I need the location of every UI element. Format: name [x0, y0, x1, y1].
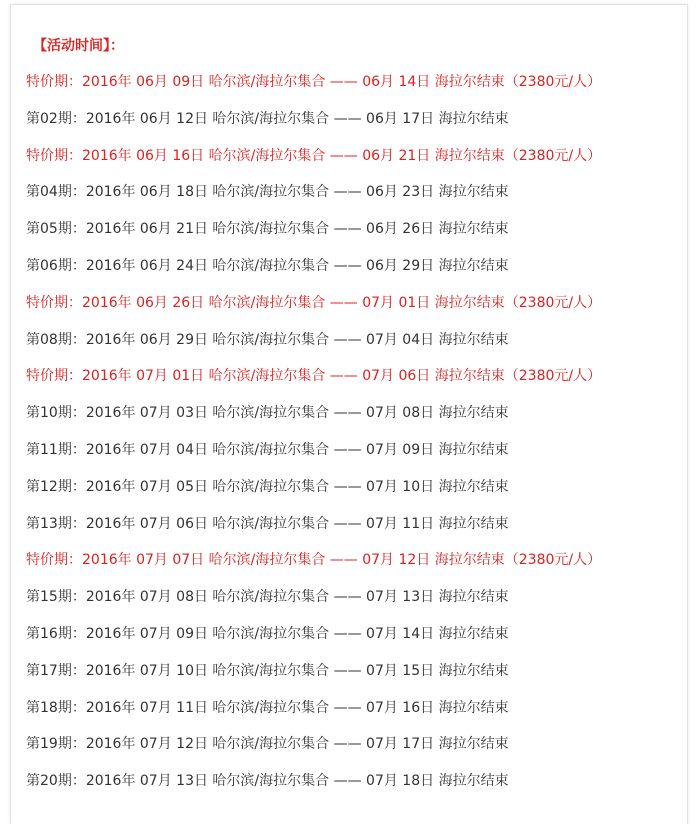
schedule-list: [26, 72, 601, 808]
schedule-row: 第08期：2016年 06月 29日 哈尔滨/海拉尔集合 —— 07月 04日 海拉尔结束: [26, 331, 509, 348]
schedule-row: 第11期：2016年 07月 04日 哈尔滨/海拉尔集合 —— 07月 09日 海拉尔结束: [26, 441, 509, 458]
schedule-row: 第15期：2016年 07月 08日 哈尔滨/海拉尔集合 —— 07月 13日 海拉尔结束: [26, 589, 509, 606]
schedule-row-special: 特价期：2016年 06月 09日 哈尔滨/海拉尔集合 —— 06月 14日 海拉尔结束（2380元/人）: [26, 74, 602, 90]
schedule-row: 第17期：2016年 07月 10日 哈尔滨/海拉尔集合 —— 07月 15日 海拉尔结束: [26, 662, 509, 679]
schedule-row: 第06期：2016年 06月 24日 哈尔滨/海拉尔集合 —— 06月 29日 海拉尔结束: [26, 257, 509, 274]
schedule-row: 第02期：2016年 06月 12日 哈尔滨/海拉尔集合 —— 06月 17日 海拉尔结束: [26, 110, 509, 127]
schedule-row-special: 特价期：2016年 06月 16日 哈尔滨/海拉尔集合 —— 06月 21日 海拉尔结束（2380元/人）: [26, 147, 602, 164]
schedule-row-special: 特价期：2016年 06月 26日 哈尔滨/海拉尔集合 —— 07月 01日 海拉尔结束（2380元/人）: [26, 294, 602, 311]
schedule-row: 第13期：2016年 07月 06日 哈尔滨/海拉尔集合 —— 07月 11日 海拉尔结束: [26, 515, 509, 532]
schedule-row-special: 特价期：2016年 07月 01日 哈尔滨/海拉尔集合 —— 07月 06日 海拉尔结束（2380元/人）: [26, 368, 602, 385]
schedule-row: 第05期：2016年 06月 21日 哈尔滨/海拉尔集合 —— 06月 26日 海拉尔结束: [26, 221, 509, 238]
schedule-row: 第20期：2016年 07月 13日 哈尔滨/海拉尔集合 —— 07月 18日 海拉尔结束: [26, 773, 509, 790]
schedule-row-special: 特价期：2016年 07月 07日 哈尔滨/海拉尔集合 —— 07月 12日 海拉尔结束（2380元/人）: [26, 552, 602, 569]
schedule-row: 第12期：2016年 07月 05日 哈尔滨/海拉尔集合 —— 07月 10日 海拉尔结束: [26, 478, 509, 495]
schedule-row: 第04期：2016年 06月 18日 哈尔滨/海拉尔集合 —— 06月 23日 海拉尔结束: [26, 184, 509, 201]
schedule-row: 第16期：2016年 07月 09日 哈尔滨/海拉尔集合 —— 07月 14日 海拉尔结束: [26, 625, 509, 642]
schedule-row: 第18期：2016年 07月 11日 哈尔滨/海拉尔集合 —— 07月 16日 海拉尔结束: [26, 699, 509, 716]
schedule-row: 第19期：2016年 07月 12日 哈尔滨/海拉尔集合 —— 07月 17日 海拉尔结束: [26, 736, 509, 753]
section-heading: 【活动时间】：: [33, 38, 124, 54]
schedule-row: 第10期：2016年 07月 03日 哈尔滨/海拉尔集合 —— 07月 08日 海拉尔结束: [26, 405, 509, 422]
